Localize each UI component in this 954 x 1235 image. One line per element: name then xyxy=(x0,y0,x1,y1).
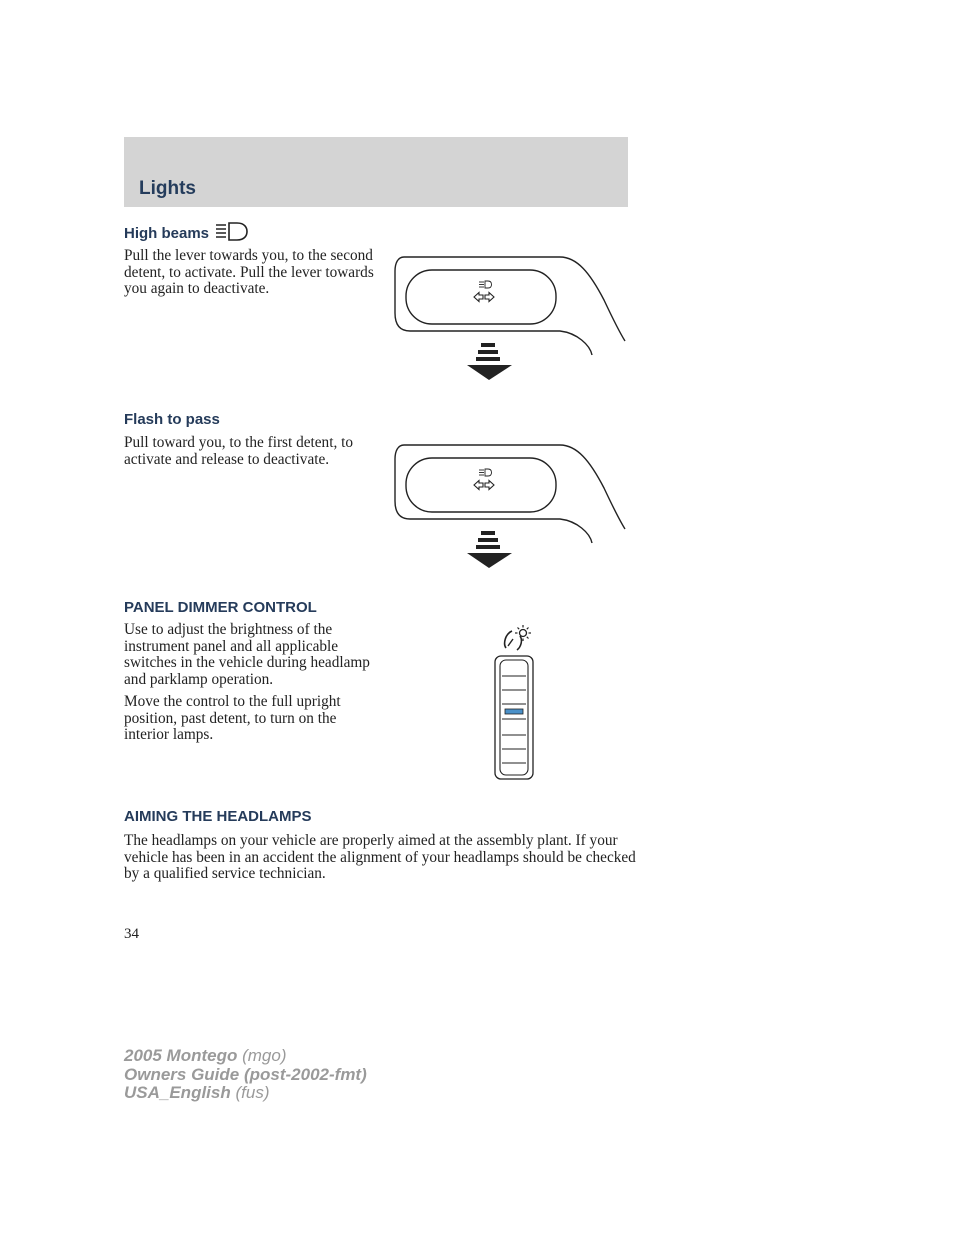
panel-dimmer-symbol-icon xyxy=(505,625,531,650)
high-beam-icon xyxy=(215,222,249,242)
header-band xyxy=(124,137,628,207)
flash-to-pass-heading: Flash to pass xyxy=(124,411,220,428)
footer-language: USA_English xyxy=(124,1083,231,1102)
flash-to-pass-text: Pull toward you, to the first detent, to activate and release to deactivate. xyxy=(124,434,353,468)
lever-high-beam-symbol-icon xyxy=(479,281,492,288)
footer-line-2 xyxy=(124,1066,367,1085)
pull-direction-arrow-icon xyxy=(467,531,512,568)
footer-language-code: (fus) xyxy=(235,1083,270,1102)
lever-turn-arrows-icon xyxy=(474,293,494,302)
panel-dimmer-heading: PANEL DIMMER CONTROL xyxy=(124,599,317,616)
footer-line-1 xyxy=(124,1047,367,1066)
high-beams-heading-text: High beams xyxy=(124,225,210,242)
aiming-text: The headlamps on your vehicle are properly aimed at the assembly plant. If your vehicle has been in an accident the alignment of your headlamps should be checked by a qualified service technician. xyxy=(124,832,636,882)
dimmer-thumbwheel xyxy=(495,656,533,779)
lever-illustration-flash-to-pass xyxy=(392,443,628,573)
footer-vehicle-code: (mgo) xyxy=(242,1046,287,1065)
footer-line-3 xyxy=(124,1084,367,1103)
panel-dimmer-paragraph: Use to adjust the brightness of the instrument panel and all applicable switches in the vehicle during headlamp and parklamp operation. xyxy=(124,621,370,688)
high-beams-heading xyxy=(124,222,249,242)
footer-guide: Owners Guide (post-2002-fmt) xyxy=(124,1064,367,1084)
panel-dimmer-paragraph: Move the control to the full upright position, past detent, to turn on the interior lamps. xyxy=(124,693,341,743)
dimmer-illustration xyxy=(490,622,542,784)
panel-dimmer-text xyxy=(124,622,376,744)
footer xyxy=(124,1047,367,1103)
pull-direction-arrow-icon xyxy=(467,343,512,380)
high-beams-text: Pull the lever towards you, to the second detent, to activate. Pull the lever towards you again to deactivate. xyxy=(124,247,374,297)
lever-high-beam-symbol-icon xyxy=(479,469,492,476)
lever-illustration-high-beams xyxy=(392,255,628,385)
page-title: Lights xyxy=(139,178,196,199)
aiming-heading: AIMING THE HEADLAMPS xyxy=(124,808,312,825)
page-number: 34 xyxy=(124,926,139,942)
footer-vehicle: 2005 Montego xyxy=(124,1046,238,1065)
lever-turn-arrows-icon xyxy=(474,481,494,490)
